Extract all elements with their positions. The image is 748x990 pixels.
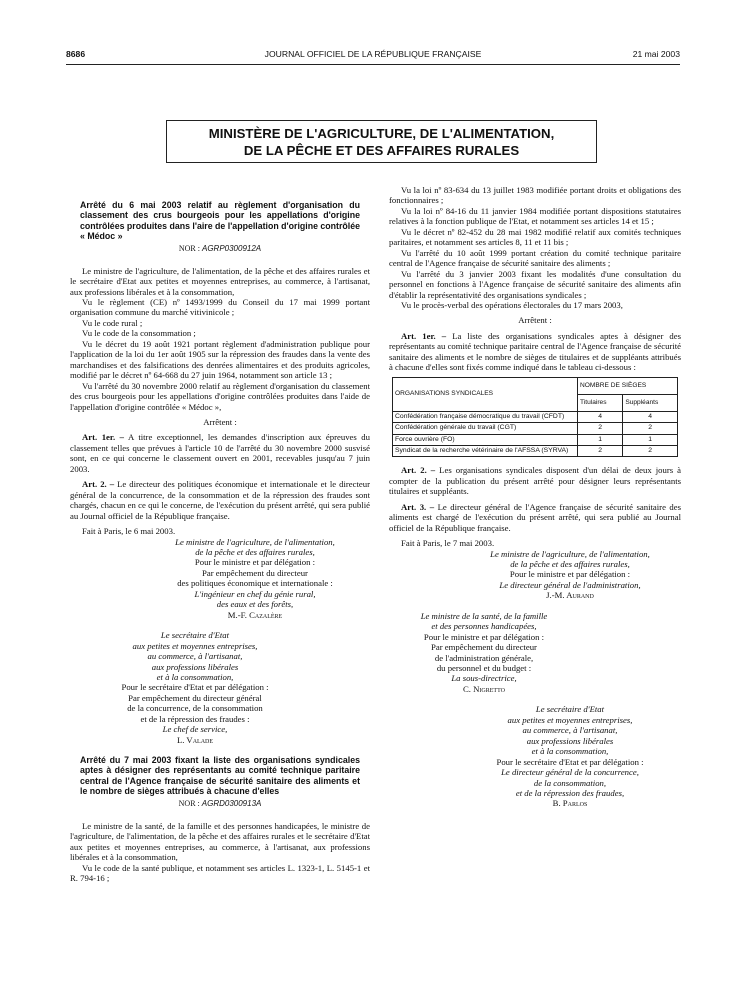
- text-line: Le ministre de l'agriculture, de l'alimentation,: [490, 548, 650, 559]
- arrete1-vu1: Vu le règlement (CE) nº 1493/1999 du Conseil du 17 mai 1999 portant organisation commune du marché vitivinicole ;: [70, 297, 370, 318]
- text-line: Le chef de service,: [162, 724, 228, 735]
- table-row: [393, 434, 678, 445]
- text-line: du personnel et du budget :: [436, 663, 532, 674]
- arrete2-signature-1: [459, 549, 681, 601]
- arrete1-art2: [70, 479, 370, 521]
- text-line: Art. 2. –: [401, 465, 436, 476]
- text-line: 1: [623, 434, 678, 445]
- arrete1-nor: [70, 244, 370, 254]
- text-line: et à la consommation,: [531, 746, 609, 757]
- arrete1-signature-2: [70, 630, 320, 745]
- signatory-name: M.-F. Cazalère: [227, 609, 283, 620]
- text-line: Pour le ministre et par délégation :: [423, 631, 545, 642]
- col-seats-header: NOMBRE DE SIÈGES: [578, 377, 678, 394]
- text-line: aux petites et moyennes entreprises,: [507, 714, 633, 725]
- arrete1-fait: Fait à Paris, le 6 mai 2003.: [82, 526, 176, 537]
- table-row: [393, 423, 678, 434]
- arrete2-signature-2: [389, 611, 579, 695]
- arrete2-vu7: Vu le procès-verbal des opérations électorales du 17 mars 2003,: [401, 299, 623, 310]
- text-line: Force ouvrière (FO): [393, 434, 578, 445]
- page-number: 8686: [66, 49, 86, 59]
- art1-label: Art. 1er. –: [82, 432, 124, 443]
- text-line: aux professions libérales: [526, 735, 614, 746]
- text-line: aux petites et moyennes entreprises,: [132, 640, 258, 651]
- signatory-name: L. Valade: [176, 734, 214, 745]
- header-rule: [66, 64, 680, 65]
- text-line: Par empêchement du directeur général: [128, 692, 262, 703]
- text-line: de l'administration générale,: [434, 652, 534, 663]
- text-line: 1: [578, 434, 623, 445]
- text-line: aux professions libérales: [151, 661, 239, 672]
- text-line: 2: [578, 445, 623, 456]
- arrete2-art2: [389, 465, 681, 496]
- text-line: Le secrétaire d'Etat: [535, 704, 605, 715]
- right-column: [389, 185, 681, 809]
- signatory-name: B. Parlos: [552, 798, 588, 809]
- arrete2-art3: [389, 502, 681, 533]
- signatory-name: C. Nigretto: [463, 683, 505, 694]
- text-line: Pour le secrétaire d'Etat et par délégation :: [121, 682, 269, 693]
- text-line: au commerce, à l'artisanat,: [147, 651, 243, 662]
- arrete1-signature-1: [140, 537, 370, 621]
- text-line: au commerce, à l'artisanat,: [522, 725, 618, 736]
- text-line: 2: [623, 445, 678, 456]
- text-line: Confédération française démocratique du travail (CFDT): [393, 411, 578, 422]
- arrete2-vu3: Vu la loi nº 84-16 du 11 janvier 1984 modifiée portant dispositions statutaires relatives à la fonction publique de l'Etat, et notamment ses articles 14 et 15 ;: [389, 205, 681, 227]
- text-line: Pour le ministre et par délégation :: [194, 557, 316, 568]
- arrete2-vu6: Vu l'arrêté du 3 janvier 2003 fixant les modalités d'une consultation du personnel en fonctions à l'Agence française de sécurité sanitaire des aliments afin d'établir la représentativité des organisations syndicales ;: [389, 268, 681, 300]
- arrete1-title: Arrêté du 6 mai 2003 relatif au règlement d'organisation du classement des crus bourgeois pour les appellations d'origine contrôlées produites dans l'aire de l'appellation d'origine contrôlée « Médoc »: [80, 200, 361, 241]
- text-line: Les organisations syndicales disposent d'un délai de deux jours à compter de la publication du présent arrêté pour désigner leurs représentants titulaires et suppléants.: [389, 465, 681, 497]
- nor-code: AGRP0300912A: [201, 244, 262, 254]
- page-header: [66, 49, 680, 63]
- text-line: Le secrétaire d'Etat: [160, 630, 230, 641]
- text-line: Par empêchement du directeur: [202, 567, 308, 578]
- text-line: NOR :: [178, 799, 200, 809]
- text-line: Par empêchement du directeur: [431, 642, 537, 653]
- table-row: [393, 411, 678, 422]
- arrete2-arretent: Arrêtent :: [518, 315, 552, 326]
- text-line: La liste des organisations syndicales aptes à désigner des représentants au comité technique paritaire central de l'Agence française de sécurité sanitaire des aliments et le nombre de sièges de titulaires et de suppléants attribués à chacune d'elles sont fixés comme indiqué dans le tableau ci-dessous :: [389, 330, 682, 373]
- arrete2-intro: Le ministre de la santé, de la famille et des personnes handicapées, le ministre de l'agriculture, de l'alimentation, de la pêche et des affaires rurales et le secrétaire d'Etat aux petites et moyennes entreprises, au commerce, à l'artisanat, aux professions libérales et à la consommation,: [70, 820, 370, 863]
- text-line: de la consommation,: [533, 777, 607, 788]
- art1-text: A titre exceptionnel, les demandes d'inscription aux épreuves du classement telles que prévues à l'article 10 de l'arrêté du 30 novembre 2000 susvisé sont, en ce qui concerne le classement ouvert en 2001, recevables jusqu'au 7 juin 2003.: [70, 432, 370, 474]
- col-tit-header: Titulaires: [578, 394, 623, 411]
- text-line: 2: [623, 423, 678, 434]
- arrete1-vu5: Vu l'arrêté du 30 novembre 2000 relatif au règlement d'organisation du classement des crus bourgeois pour les appellations d'origine contrôlées produites dans l'aide de l'appellation d'origine contrôlée « Médoc »,: [70, 380, 370, 412]
- nor-label: NOR :: [178, 244, 200, 254]
- text-line: Art. 1er. –: [401, 330, 447, 341]
- arrete1-art1: [70, 432, 370, 474]
- arrete2-art1: [389, 331, 681, 373]
- text-line: 4: [623, 411, 678, 422]
- text-line: Confédération générale du travail (CGT): [393, 423, 578, 434]
- text-line: de la concurrence, de la consommation: [127, 703, 263, 714]
- col-sup-header: Suppléants: [623, 394, 678, 411]
- arrete1-vu3: Vu le code de la consommation ;: [82, 328, 196, 339]
- arrete2-signature-3: [459, 704, 681, 809]
- ministry-line-2: DE LA PÊCHE ET DES AFFAIRES RURALES: [243, 143, 520, 158]
- table-row: [393, 445, 678, 456]
- ministry-box: [166, 120, 597, 163]
- left-column: [70, 200, 370, 883]
- arrete1-intro: Le ministre de l'agriculture, de l'alimentation, de la pêche et des affaires rurales et le secrétaire d'Etat aux petites et moyennes entreprises, au commerce, à l'artisanat, aux professions libérales et à la consommation,: [70, 265, 370, 297]
- ministry-line-1: MINISTÈRE DE L'AGRICULTURE, DE L'ALIMENTATION,: [208, 126, 555, 141]
- text-line: des eaux et des forêts,: [216, 599, 294, 610]
- text-line: Pour le ministre et par délégation :: [509, 569, 631, 580]
- text-line: AGRD0300913A: [201, 799, 262, 809]
- text-line: Le directeur général de la concurrence,: [501, 767, 639, 778]
- text-line: Syndicat de la recherche vétérinaire de l'AFSSA (SYRVA): [393, 445, 578, 456]
- art2-label: Art. 2. –: [82, 479, 115, 490]
- signatory-name: J.-M. Aurand: [546, 590, 594, 601]
- arrete2-vu1: Vu le code de la santé publique, et notamment ses articles L. 1323-1, L. 5145-1 et R. 794-16 ;: [70, 862, 370, 884]
- text-line: Le ministre de l'agriculture, de l'alimentation,: [175, 536, 335, 547]
- col-org-header: ORGANISATIONS SYNDICALES: [393, 377, 578, 411]
- art2-text: Le directeur des politiques économique et internationale et le directeur général de la concurrence, de la consommation et de la répression des fraudes sont chargés, chacun en ce qui le concerne, de l'exécution du présent arrêté, qui sera publié au Journal officiel de la République française.: [70, 479, 370, 521]
- arrete2-vu5: Vu l'arrêté du 10 août 1999 portant création du comité technique paritaire central de l'Agence française de sécurité sanitaire des aliments ;: [389, 247, 681, 269]
- text-line: 4: [578, 411, 623, 422]
- arrete1-vu2: Vu le code rural ;: [82, 317, 143, 328]
- arrete2-vu2: Vu la loi nº 83-634 du 13 juillet 1983 modifiée portant droits et obligations des fonctionnaires ;: [389, 185, 681, 206]
- arrete2-nor: [70, 799, 370, 809]
- text-line: et de la répression des fraudes :: [140, 713, 250, 724]
- text-line: de la pêche et des affaires rurales,: [195, 546, 315, 557]
- text-line: Le ministre de la santé, de la famille: [420, 610, 548, 621]
- text-line: L'ingénieur en chef du génie rural,: [194, 588, 316, 599]
- arrete1-arretent: Arrêtent :: [203, 416, 237, 427]
- text-line: et des personnes handicapées,: [431, 621, 537, 632]
- text-line: de la pêche et des affaires rurales,: [510, 558, 630, 569]
- arrete2-fait: Fait à Paris, le 7 mai 2003.: [401, 538, 495, 549]
- seats-table: [392, 377, 678, 458]
- text-line: 2: [578, 423, 623, 434]
- text-line: des politiques économique et internationale :: [177, 578, 333, 589]
- text-line: Art. 3. –: [401, 501, 435, 512]
- journal-title: JOURNAL OFFICIEL DE LA RÉPUBLIQUE FRANÇAISE: [264, 49, 482, 59]
- text-line: et à la consommation,: [156, 671, 234, 682]
- text-line: Le directeur général de l'administration,: [499, 579, 641, 590]
- text-line: et de la répression des fraudes,: [515, 788, 625, 799]
- arrete1-vu4: Vu le décret du 19 août 1921 portant règlement d'administration publique pour l'application de la loi du 1er août 1905 sur la répression des fraudes dans la vente des marchandises et des falsifications des denrées alimentaires et des produits agricoles, modifié par le décret nº 64-668 du 27 juin 1964, notamment son article 13 ;: [70, 338, 370, 381]
- text-line: Pour le secrétaire d'Etat et par délégation :: [496, 756, 644, 767]
- arrete2-title: Arrêté du 7 mai 2003 fixant la liste des organisations syndicales aptes à désigner des représentants au comité technique paritaire central de l'Agence française de sécurité sanitaire des aliments et le nombre de sièges attribués à chacune d'elles: [80, 755, 360, 797]
- text-line: Le directeur général de l'Agence française de sécurité sanitaire des aliments est chargé de l'exécution du présent arrêté, qui sera publié au Journal officiel de la République française.: [389, 501, 682, 533]
- text-line: La sous-directrice,: [451, 673, 517, 684]
- arrete2-vu4: Vu le décret nº 82-452 du 28 mai 1982 modifié relatif aux comités techniques paritaires, et notamment ses articles 8, 11 et 11 bis ;: [389, 226, 681, 248]
- issue-date: 21 mai 2003: [632, 49, 680, 59]
